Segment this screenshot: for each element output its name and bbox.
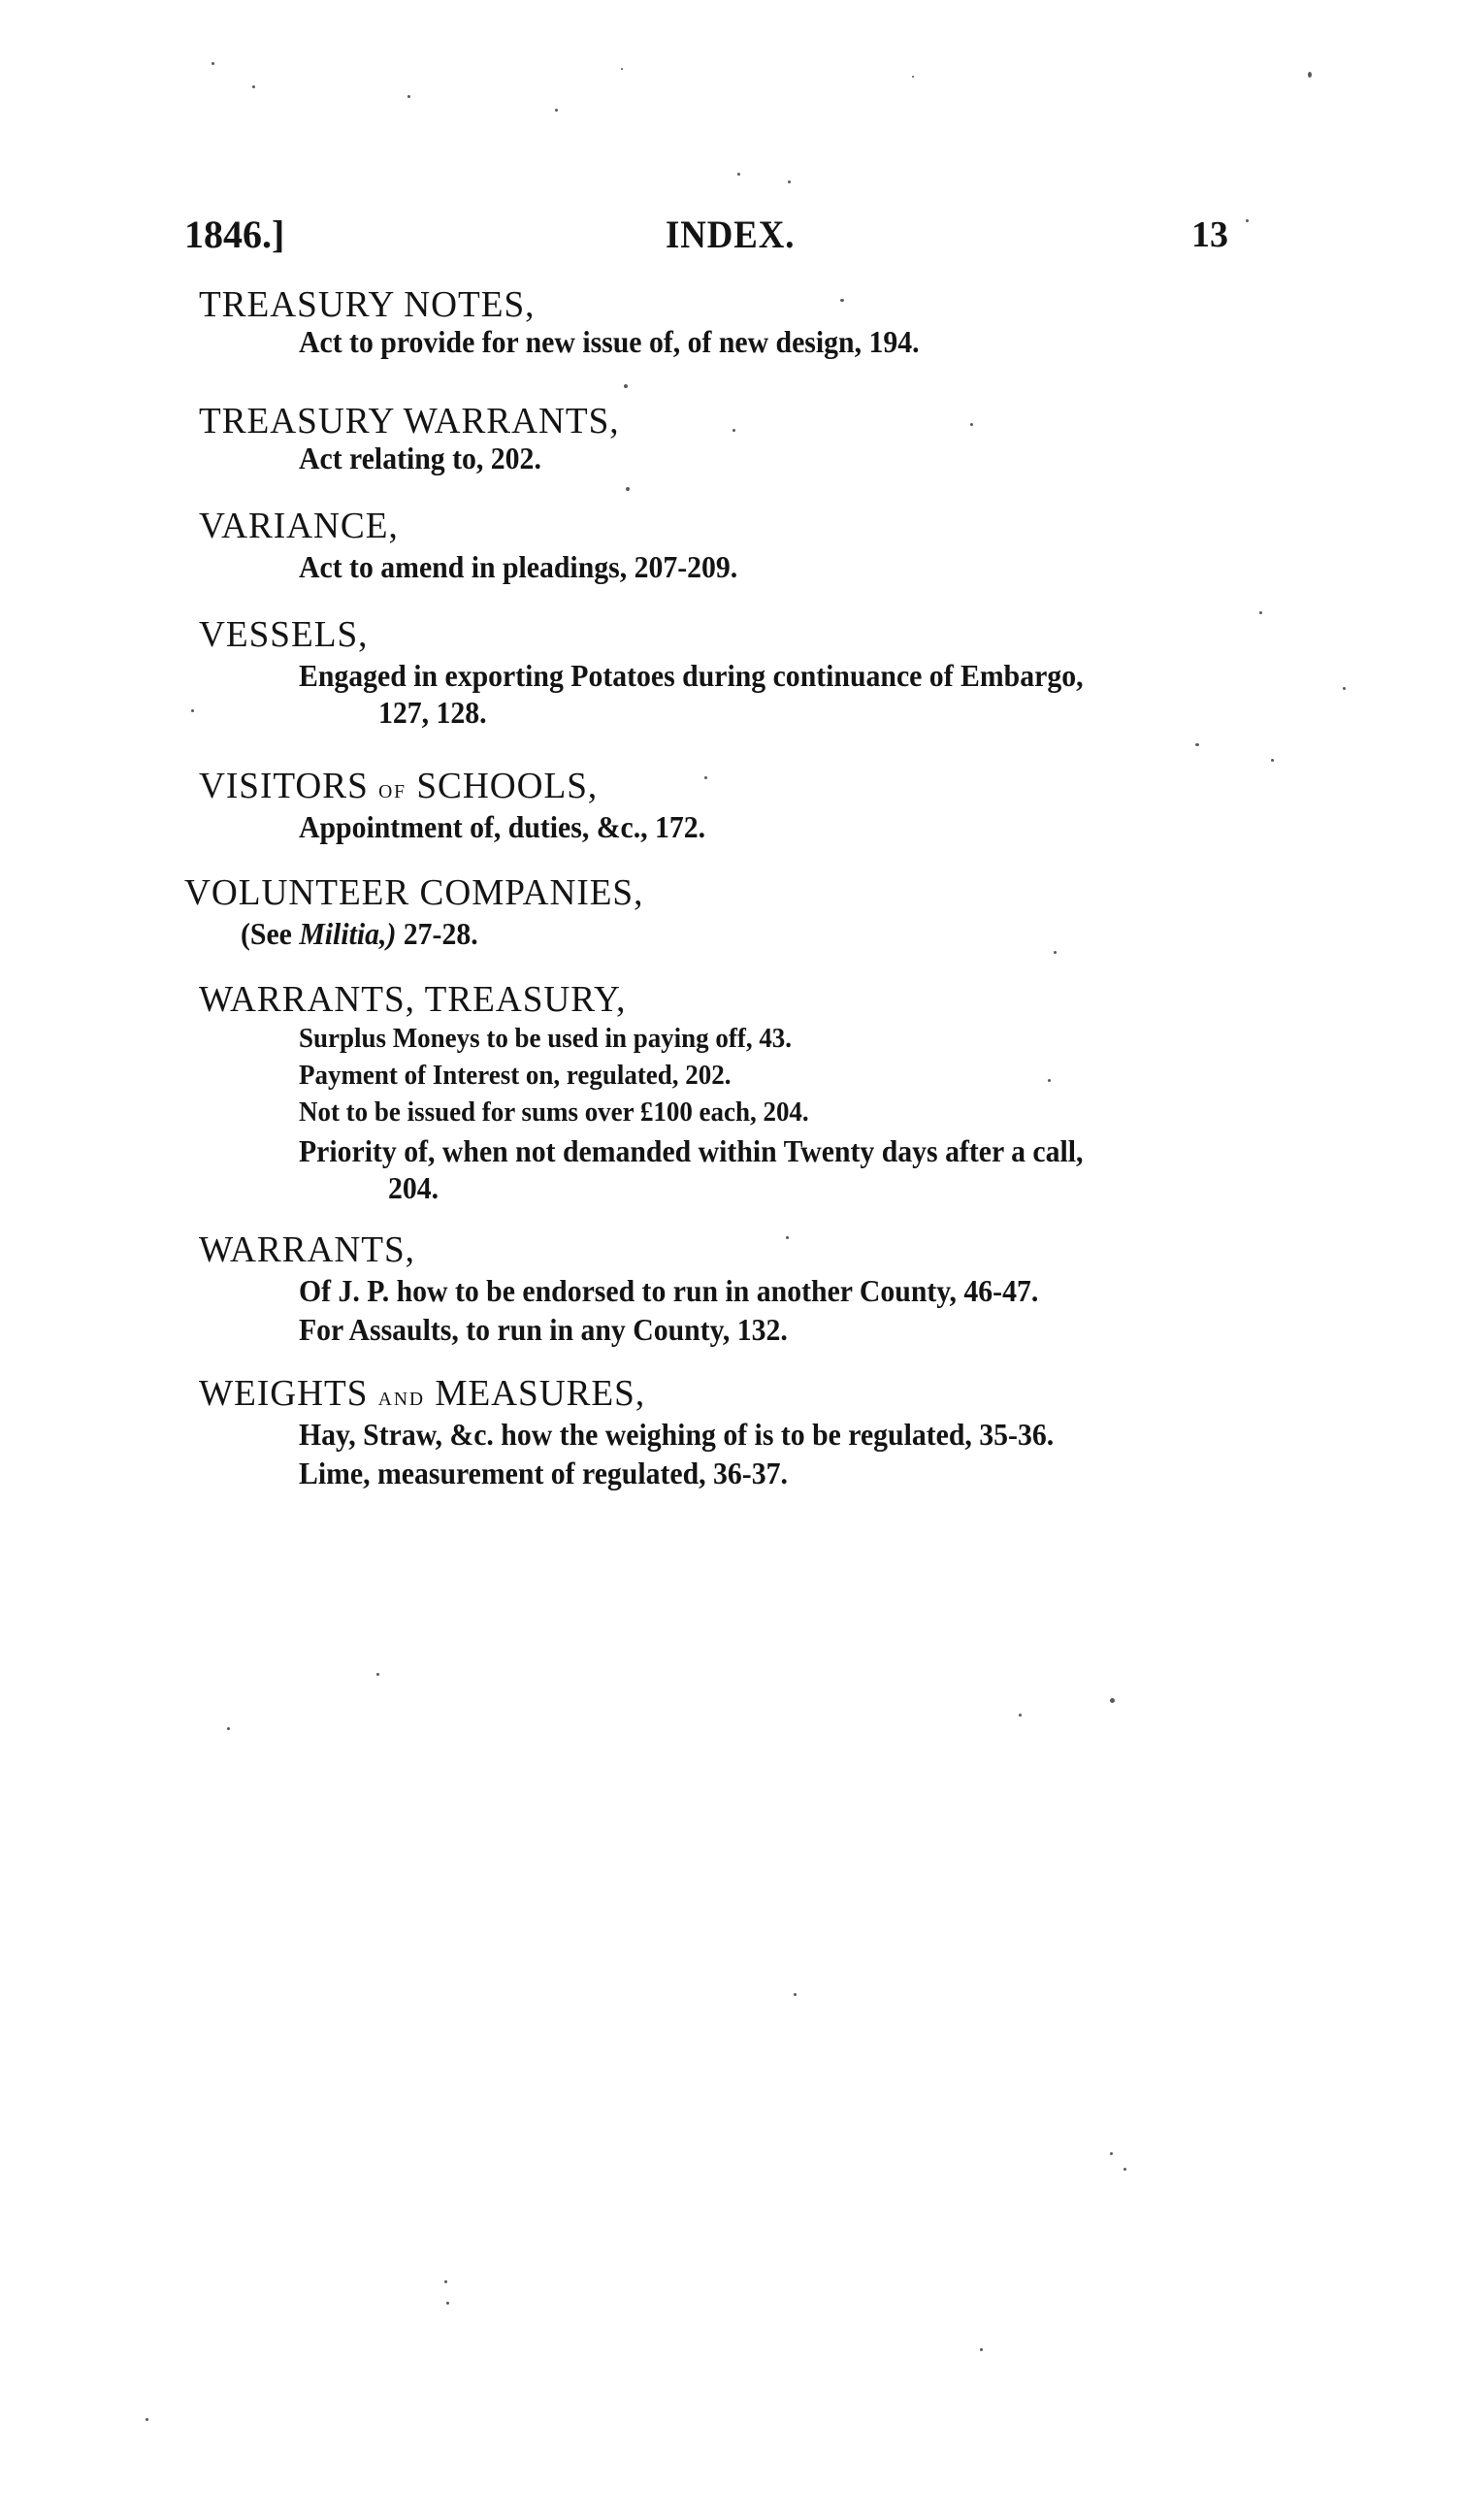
header-year: 1846.] bbox=[184, 213, 285, 256]
entry-heading: TREASURY NOTES, bbox=[199, 284, 536, 325]
entry-heading: TREASURY WARRANTS, bbox=[199, 401, 620, 442]
entry-see-reference bbox=[241, 914, 478, 953]
entry-line: Payment of Interest on, regulated, 202. bbox=[299, 1060, 732, 1091]
entry-line: Hay, Straw, &c. how the weighing of is to be regulated, 35-36. bbox=[299, 1417, 1055, 1452]
entry-line: Not to be issued for sums over £100 each, 204. bbox=[299, 1096, 809, 1128]
entry-heading: VOLUNTEER COMPANIES, bbox=[184, 872, 644, 913]
entry-line: Lime, measurement of regulated, 36-37. bbox=[299, 1456, 788, 1490]
heading-word: AND bbox=[377, 1389, 426, 1410]
entry-line: 127, 128. bbox=[378, 695, 487, 730]
entry-heading: WARRANTS, TREASURY, bbox=[199, 979, 627, 1020]
heading-word: VISITORS bbox=[199, 766, 369, 806]
entry-heading: VARIANCE, bbox=[199, 506, 399, 546]
heading-word: SCHOOLS, bbox=[416, 766, 599, 806]
entry-line: Act to provide for new issue of, of new design, 194. bbox=[299, 324, 920, 359]
see-pages: 27-28. bbox=[403, 916, 478, 951]
entry-heading: VESSELS, bbox=[199, 614, 369, 655]
entry-line: Act to amend in pleadings, 207-209. bbox=[299, 549, 738, 584]
page-number: 13 bbox=[1191, 214, 1228, 255]
entry-line: Of J. P. how to be endorsed to run in another County, 46-47. bbox=[299, 1273, 1039, 1308]
heading-word: OF bbox=[378, 781, 407, 802]
entry-line: For Assaults, to run in any County, 132. bbox=[299, 1312, 788, 1347]
entry-heading bbox=[199, 765, 598, 813]
entry-line: Surplus Moneys to be used in paying off, 43. bbox=[299, 1023, 793, 1054]
heading-word: WEIGHTS bbox=[199, 1373, 369, 1414]
entry-heading: WARRANTS, bbox=[199, 1229, 415, 1270]
heading-word: MEASURES, bbox=[435, 1373, 646, 1414]
entry-line: Appointment of, duties, &c., 172. bbox=[299, 809, 706, 844]
page-title: INDEX. bbox=[666, 213, 796, 256]
entry-line: Act relating to, 202. bbox=[299, 441, 541, 475]
entry-line: Engaged in exporting Potatoes during continuance of Embargo, bbox=[299, 658, 1084, 693]
entry-heading bbox=[199, 1372, 645, 1421]
entry-line: Priority of, when not demanded within Twenty days after a call, bbox=[299, 1133, 1084, 1168]
see-prefix: (See bbox=[241, 916, 292, 951]
entry-line: 204. bbox=[388, 1170, 440, 1205]
see-ref: Militia,) bbox=[299, 916, 397, 951]
